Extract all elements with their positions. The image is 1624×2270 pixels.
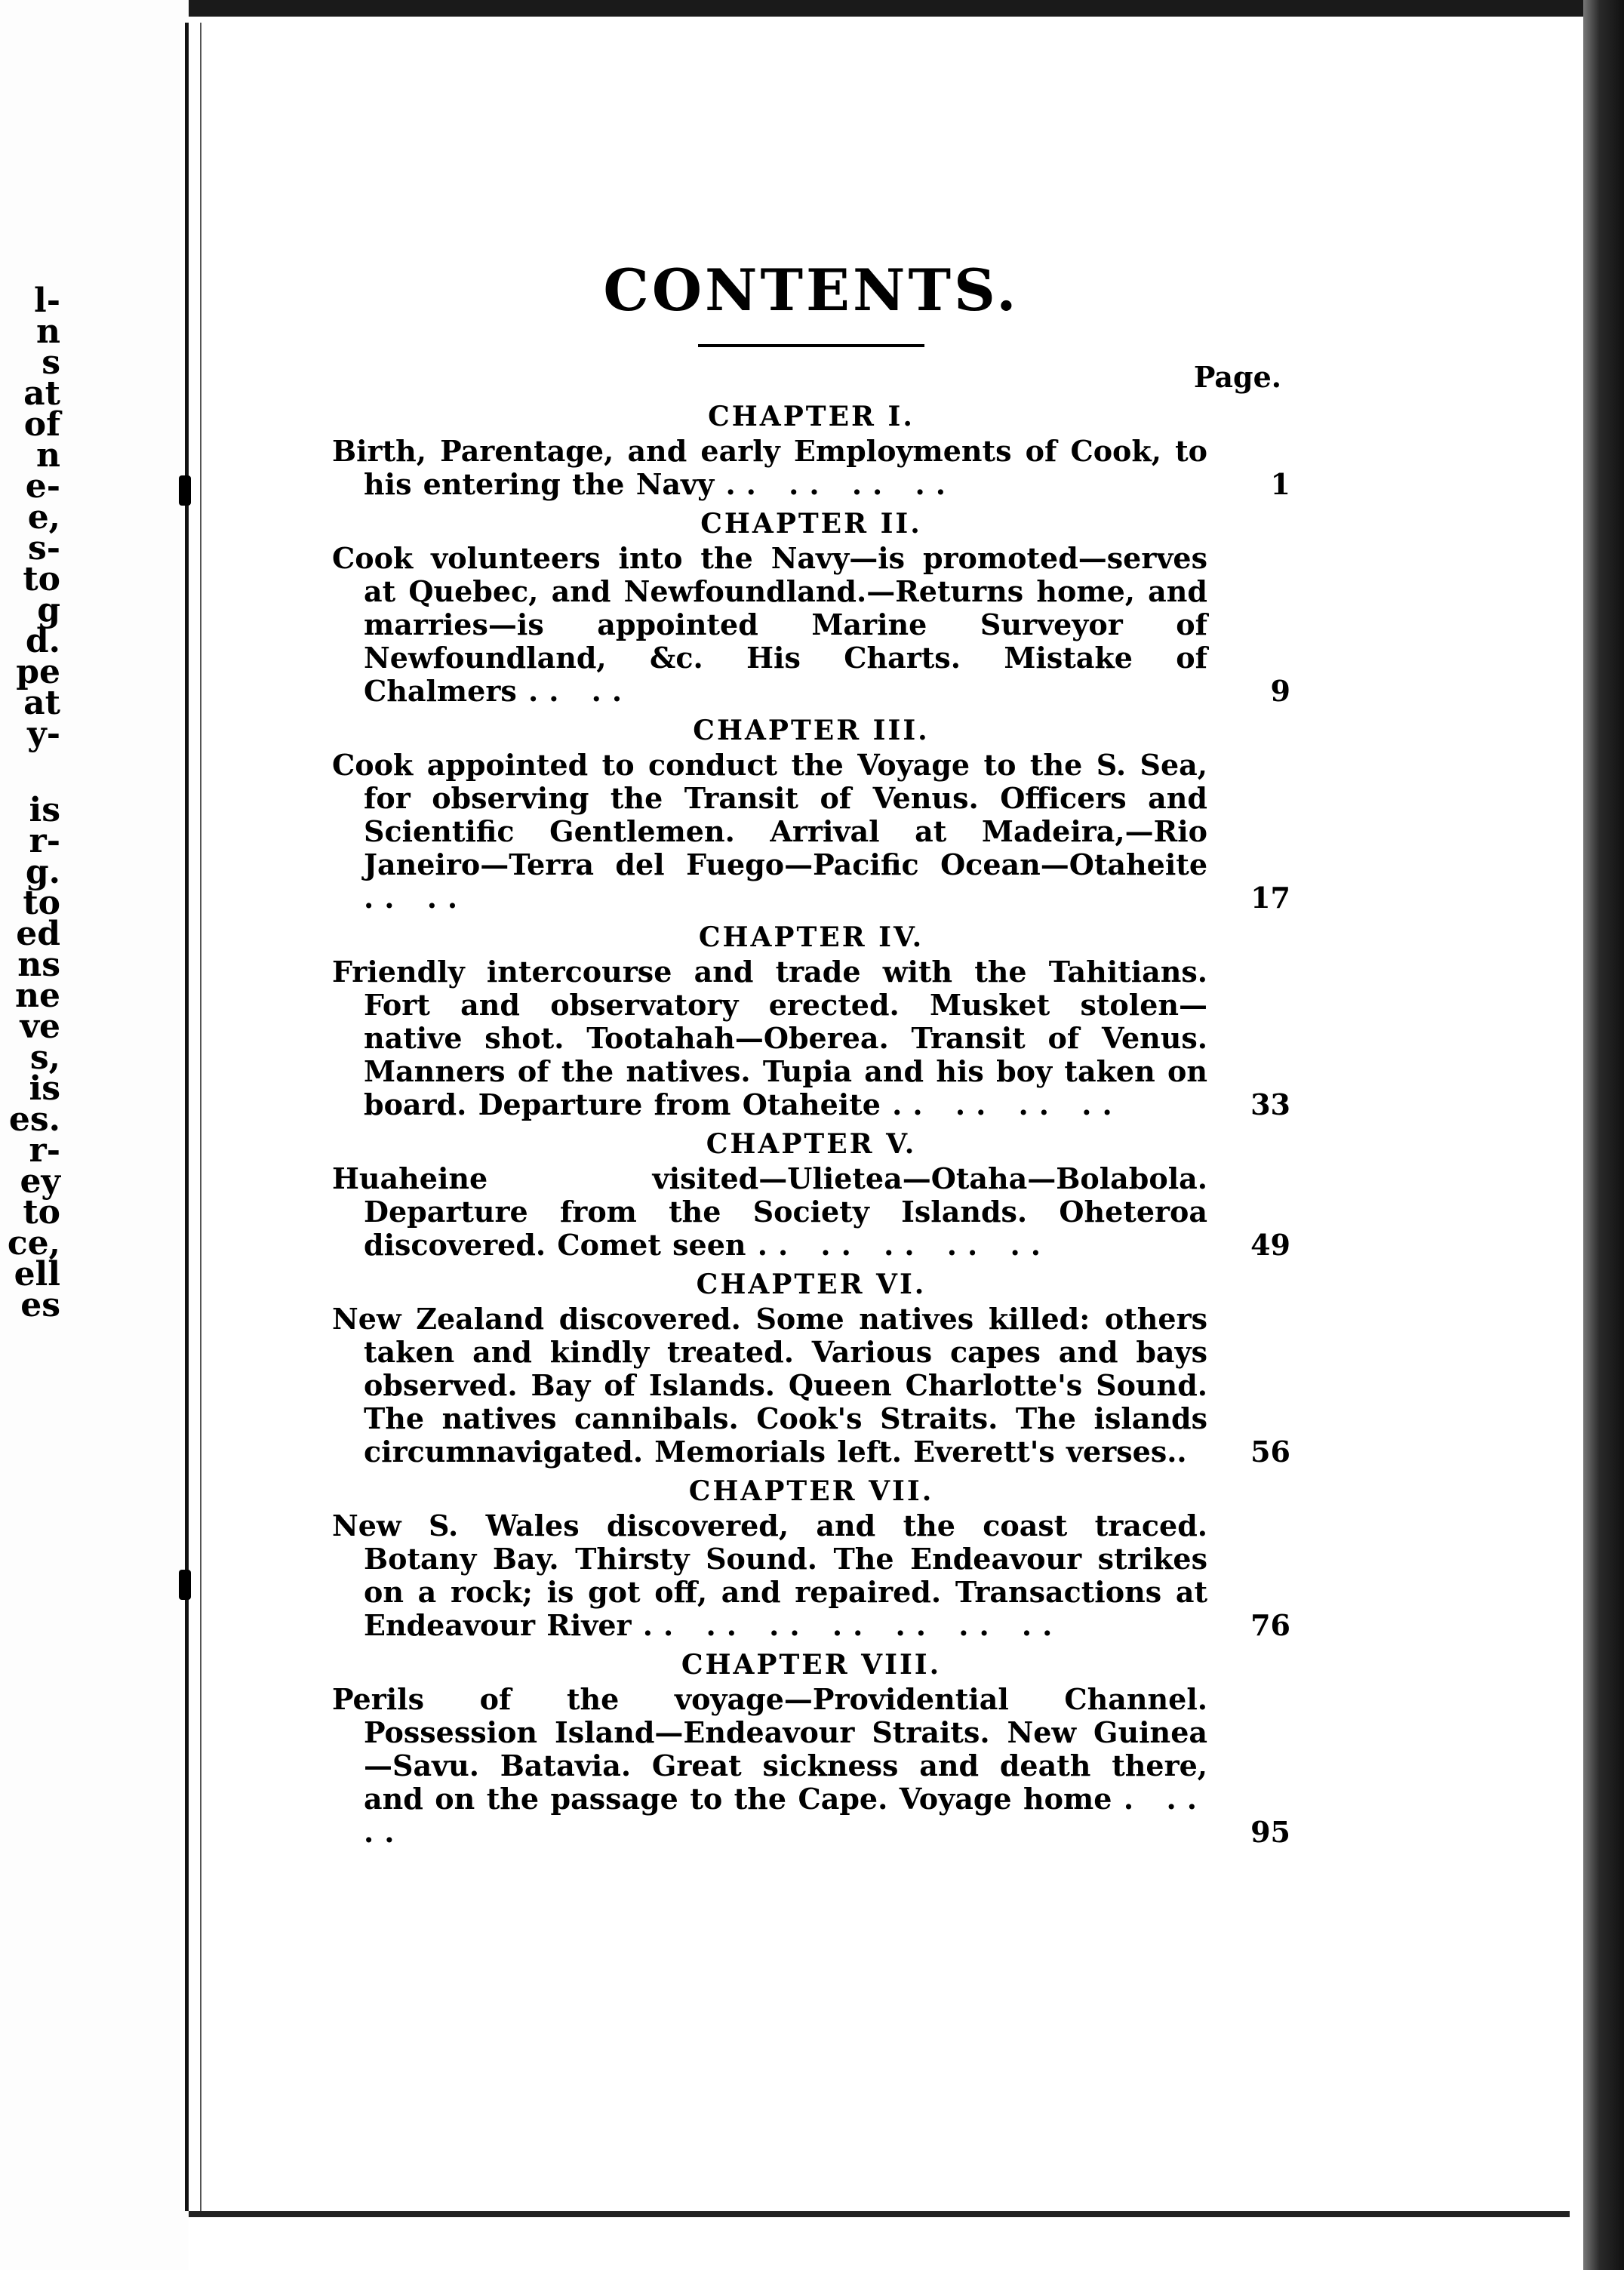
facing-page-fragment: g. xyxy=(25,853,60,891)
chapter-heading: CHAPTER VI. xyxy=(696,1269,927,1300)
contents-title: CONTENTS. xyxy=(603,257,1020,324)
chapter-summary xyxy=(332,955,1290,1121)
binding-gutter xyxy=(185,23,189,2211)
chapter-entry xyxy=(332,1126,1290,1262)
scan-bottom-edge xyxy=(189,2211,1570,2217)
scan-top-edge xyxy=(189,0,1585,17)
facing-page-fragment: n xyxy=(36,312,60,351)
facing-page-fragment: to xyxy=(23,1193,60,1232)
chapter-summary-text: Cook appointed to conduct the Voyage to the S. Sea, for observing the Transit of Venus. Officers and Scientific Gentlemen. Arrival at Madeira,—Rio Janeiro—Terra del Fuego—Pacific Ocean—Otaheite .. .. xyxy=(332,748,1207,915)
facing-page-fragment: es. xyxy=(8,1100,60,1139)
chapter-summary xyxy=(332,1509,1290,1642)
facing-page-fragment: to xyxy=(23,560,60,598)
dot-leader: .. .. .. .. xyxy=(892,1087,1123,1121)
dot-leader: .. .. .. .. xyxy=(725,467,956,501)
page-column-heading: Page. xyxy=(1193,360,1281,394)
chapter-heading: CHAPTER II. xyxy=(700,508,922,540)
chapter-heading: CHAPTER V. xyxy=(706,1128,917,1160)
dot-leader: .. .. xyxy=(364,881,469,915)
chapter-entry xyxy=(332,712,1290,915)
facing-page-fragment: pe xyxy=(16,653,60,691)
chapter-entry xyxy=(332,506,1290,708)
facing-page-fragment: ns xyxy=(17,946,60,984)
chapter-summary-text: Friendly intercourse and trade with the Tahitians. Fort and observatory erected. Musket stolen—native shot. Tootahah—Oberea. Transit of Venus. Manners of the natives. Tupia and his boy taken on board. Departure from Otaheite .. .. .. .. xyxy=(332,955,1207,1121)
facing-page-fragment: at xyxy=(23,374,60,413)
facing-page-fragment: e, xyxy=(27,498,60,537)
facing-page-fragment: to xyxy=(23,884,60,922)
dot-leader: . .. .. xyxy=(364,1782,1208,1849)
chapter-heading: CHAPTER IV. xyxy=(698,921,924,953)
facing-page-fragment: n xyxy=(36,436,60,475)
facing-page-fragment: at xyxy=(23,684,60,722)
chapter-summary xyxy=(332,749,1290,915)
facing-page-fragment: s- xyxy=(27,529,60,568)
facing-page-fragment: ce, xyxy=(7,1224,60,1263)
facing-page-fragment: ve xyxy=(20,1007,60,1046)
chapter-entry xyxy=(332,1266,1290,1469)
dot-leader: .. .. xyxy=(527,674,633,708)
chapter-summary-text: Huaheine visited—Ulietea—Otaha—Bolabola. Departure from the Society Islands. Oheteroa discovered. Comet seen .. .. .. .. .. xyxy=(332,1161,1207,1262)
facing-page-fragment: ell xyxy=(14,1255,60,1293)
facing-page-fragment: of xyxy=(23,405,60,444)
chapter-entry xyxy=(332,1473,1290,1642)
facing-page-fragment: ey xyxy=(20,1162,60,1201)
page-number: 17 xyxy=(1250,881,1290,915)
chapter-summary-text: New S. Wales discovered, and the coast traced. Botany Bay. Thirsty Sound. The Endeavour strikes on a rock; is got off, and repaired. Transactions at Endeavour River .. .. .. .. .. .. .. xyxy=(332,1509,1207,1642)
chapter-summary-text: Perils of the voyage—Providential Channel. Possession Island—Endeavour Straits. New Guinea—Savu. Batavia. Great sickness and death there, and on the passage to the Cape. Voyage home . .. .. xyxy=(332,1682,1208,1849)
facing-page-fragment: e- xyxy=(25,467,60,506)
page-number: 56 xyxy=(1250,1435,1290,1469)
facing-page-fragment: l- xyxy=(34,281,60,320)
facing-page-fragment: ed xyxy=(16,915,60,953)
contents-page xyxy=(332,257,1290,1849)
page-number: 1 xyxy=(1270,467,1290,501)
chapter-summary-text: New Zealand discovered. Some natives killed: others taken and kindly treated. Various capes and bays observed. Bay of Islands. Queen Charlotte's Sound. The natives cannibals. Cook's Straits. The islands circumnavigated. Memorials left. Everett's verses.. xyxy=(332,1302,1207,1469)
chapter-entry xyxy=(332,1647,1290,1849)
chapter-heading: CHAPTER VIII. xyxy=(681,1649,942,1681)
chapter-summary xyxy=(332,435,1290,501)
page-number: 76 xyxy=(1250,1608,1290,1642)
facing-page-fragment: s, xyxy=(29,1038,60,1077)
dot-leader: .. .. .. .. .. xyxy=(757,1228,1051,1262)
chapter-summary xyxy=(332,1162,1290,1262)
facing-page-fragment: es xyxy=(20,1286,60,1324)
binding-gutter-inner xyxy=(200,23,201,2211)
chapter-summary xyxy=(332,1683,1290,1849)
facing-page-fragment: y- xyxy=(27,715,60,753)
binding-stitch-mark xyxy=(179,1570,191,1600)
scan-right-edge xyxy=(1583,0,1624,2270)
title-rule xyxy=(698,344,924,347)
chapter-summary-text: Birth, Parentage, and early Employments of Cook, to his entering the Navy .. .. .. .. xyxy=(332,434,1207,501)
facing-page-fragment: s xyxy=(42,343,60,382)
facing-page-fragment xyxy=(0,749,60,795)
page-number: 9 xyxy=(1270,674,1290,708)
chapter-summary xyxy=(332,542,1290,708)
facing-page-fragment: g xyxy=(37,591,60,629)
dot-leader: .. .. .. .. .. .. .. xyxy=(642,1608,1063,1642)
chapter-summary xyxy=(332,1303,1290,1469)
binding-stitch-mark xyxy=(179,475,191,506)
facing-page-fragment: d. xyxy=(25,622,60,660)
chapter-summary-text: Cook volunteers into the Navy—is promoted—serves at Quebec, and Newfoundland.—Returns home, and marries—is appointed Marine Surveyor of Newfoundland, &c. His Charts. Mistake of Chalmers .. .. xyxy=(332,541,1207,708)
chapter-heading: CHAPTER I. xyxy=(708,401,915,432)
chapter-entry xyxy=(332,398,1290,501)
facing-page-fragment: is xyxy=(29,791,60,829)
facing-page-fragment: ne xyxy=(15,977,60,1015)
facing-page-fragment: is xyxy=(29,1069,60,1108)
page-number: 49 xyxy=(1250,1228,1290,1262)
page-number: 33 xyxy=(1250,1087,1290,1121)
page-number: 95 xyxy=(1250,1815,1290,1849)
facing-page-fragment: r- xyxy=(29,1131,60,1170)
chapter-heading: CHAPTER VII. xyxy=(688,1475,934,1507)
chapter-heading: CHAPTER III. xyxy=(693,715,930,746)
facing-page-fragment: r- xyxy=(29,822,60,860)
chapter-entry xyxy=(332,919,1290,1121)
facing-page-text-fragments xyxy=(0,281,60,1324)
